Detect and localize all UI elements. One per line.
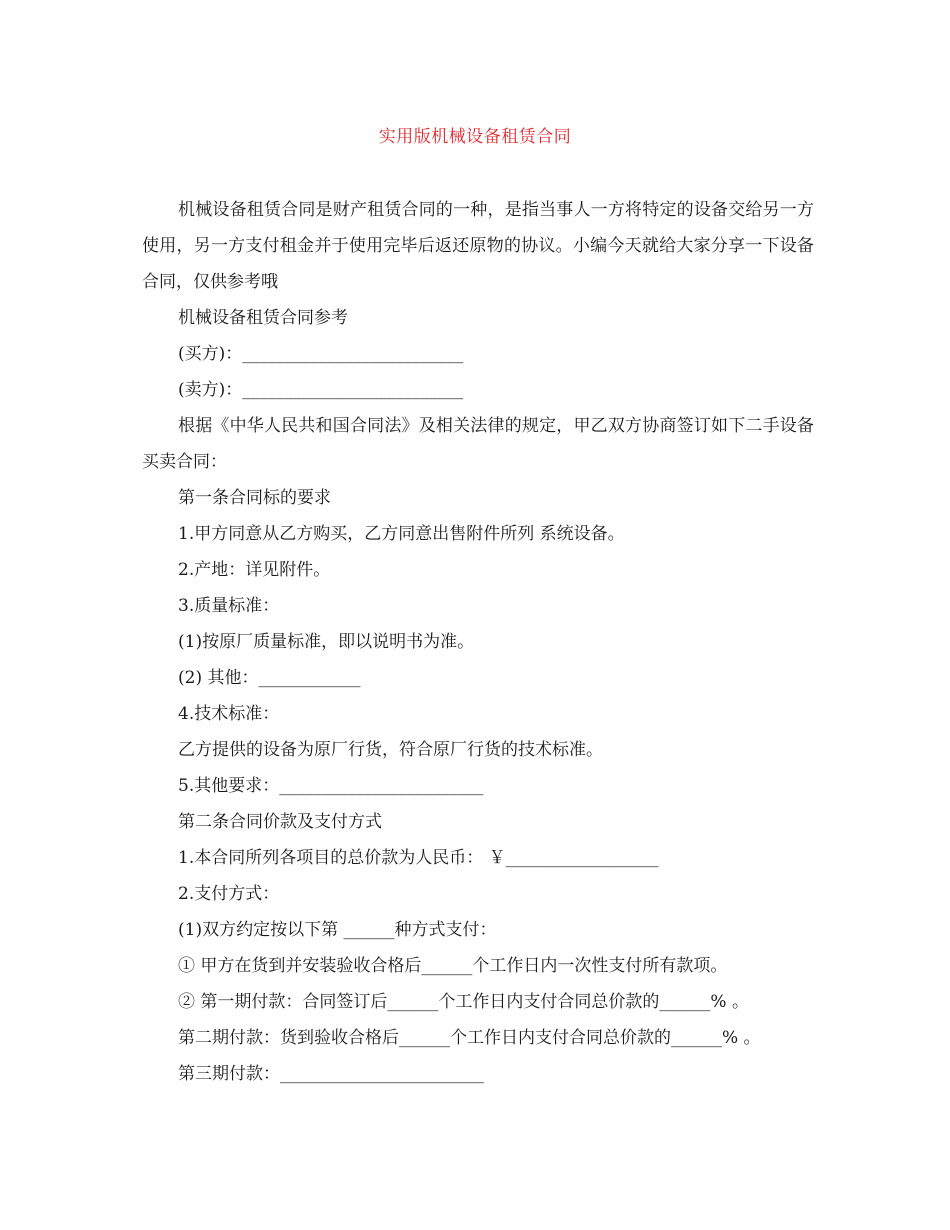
clause-item: 2.产地：详见附件。: [178, 560, 331, 580]
clause-item: 第三期付款：________________________: [178, 1064, 484, 1084]
clause-item: 4.技术标准：: [178, 704, 280, 724]
seller-line: (卖方)：__________________________: [178, 380, 464, 400]
clause-item: (2) 其他：____________: [178, 668, 361, 688]
clause-item: 第二期付款：货到验收合格后______个工作日内支付合同总价款的______% 。: [178, 1028, 761, 1048]
clause-item: (1)双方约定按以下第 ______种方式支付：: [178, 920, 497, 940]
buyer-line: (买方)：__________________________: [178, 344, 464, 364]
clause-2-heading: 第二条合同价款及支付方式: [178, 812, 382, 832]
clause-item: 5.其他要求：________________________: [178, 776, 484, 796]
clause-item: (1)按原厂质量标准，即以说明书为准。: [178, 632, 475, 652]
clause-item: 3.质量标准：: [178, 596, 280, 616]
document-body: [142, 192, 814, 1092]
document-title: 实用版机械设备租赁合同: [378, 127, 572, 147]
clause-item: ① 甲方在货到并安装验收合格后______个工作日内一次性支付所有款项。: [178, 956, 728, 976]
clause-item: 乙方提供的设备为原厂行货，符合原厂行货的技术标准。: [178, 740, 603, 760]
legal-basis-paragraph: 根据《中华人民共和国合同法》及相关法律的规定，甲乙双方协商签订如下二手设备买卖合同：: [142, 416, 814, 472]
clause-item: 2.支付方式：: [178, 884, 280, 904]
clause-item: 1.本合同所列各项目的总价款为人民币： ￥__________________: [178, 848, 659, 868]
clause-1-heading: 第一条合同标的要求: [178, 488, 331, 508]
clause-item: 1.甲方同意从乙方购买，乙方同意出售附件所列 系统设备。: [178, 524, 625, 544]
intro-paragraph: 机械设备租赁合同是财产租赁合同的一种，是指当事人一方将特定的设备交给另一方使用，另一方支付租金并于使用完毕后返还原物的协议。小编今天就给大家分享一下设备合同，仅供参考哦: [142, 200, 814, 292]
clause-item: ② 第一期付款：合同签订后______个工作日内支付合同总价款的______% 。: [178, 992, 749, 1012]
reference-heading: 机械设备租赁合同参考: [178, 308, 348, 328]
